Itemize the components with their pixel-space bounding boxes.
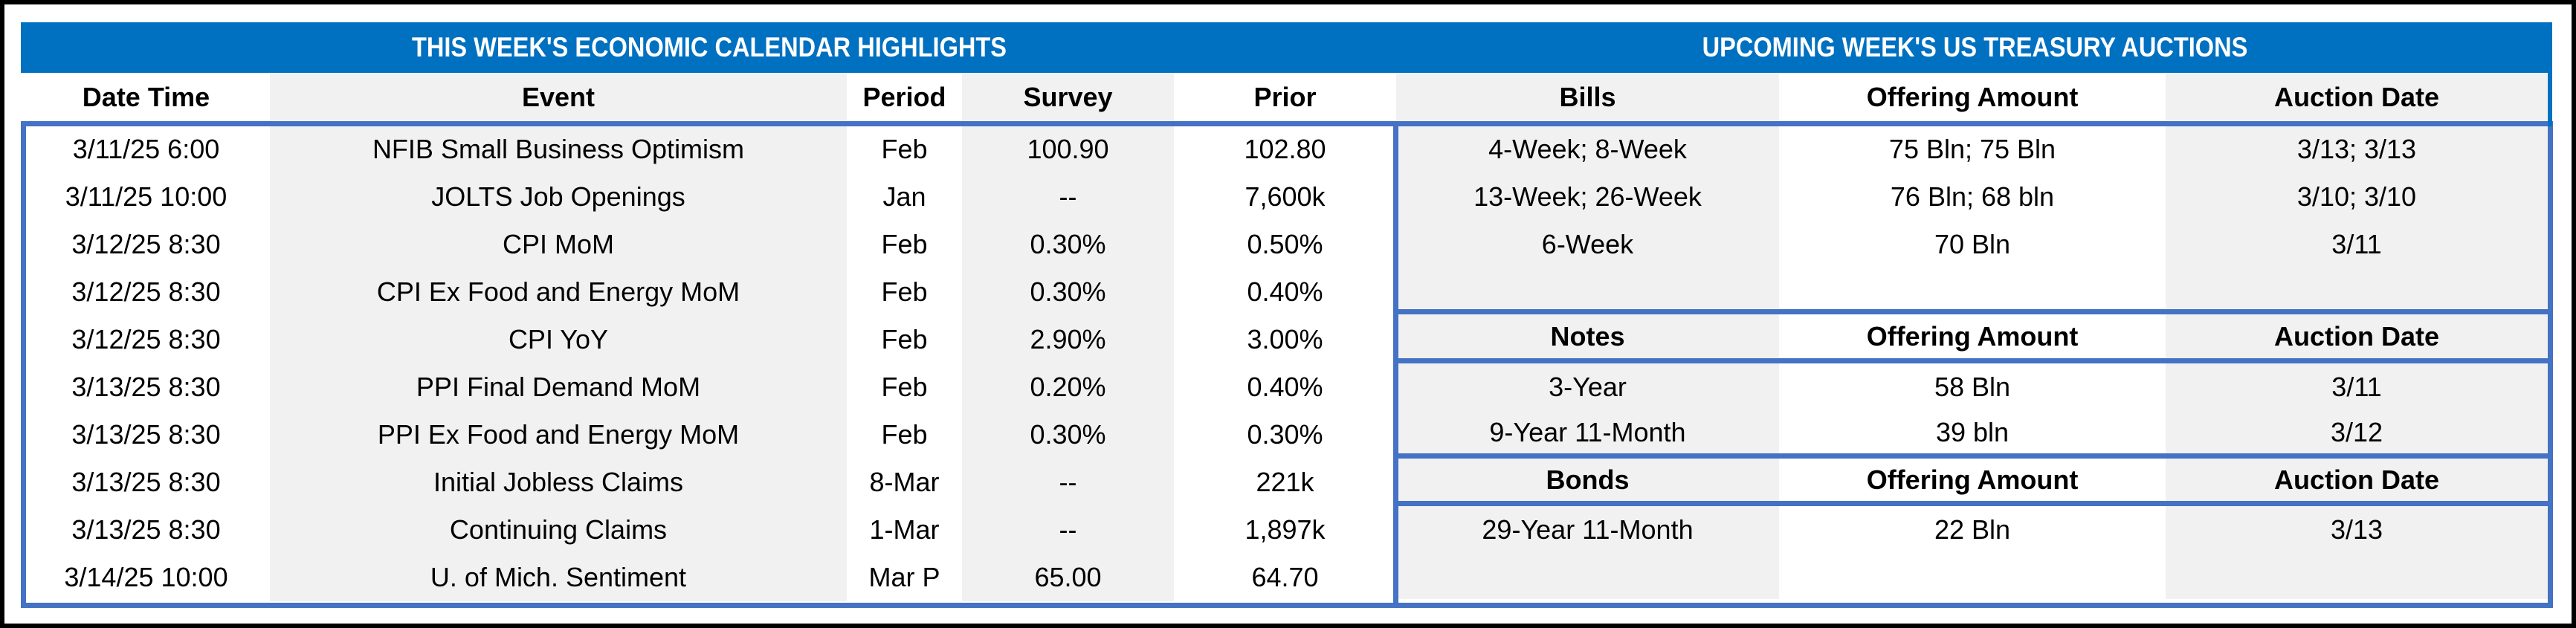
cell-auction: 3/13: [2166, 506, 2548, 554]
cell-period: Mar P: [847, 554, 962, 601]
auction-row-blank: [1396, 554, 2548, 599]
cell-auction: 3/10; 3/10: [2166, 173, 2548, 221]
treasury-auctions-title: UPCOMING WEEK'S US TREASURY AUCTIONS: [1702, 32, 2248, 62]
column-header-auction-date: Auction Date: [2166, 73, 2548, 121]
cell-period: Feb: [847, 363, 962, 411]
cell-survey: 100.90: [962, 126, 1174, 173]
cell-offering: 39 bln: [1779, 411, 2166, 453]
cell-event: NFIB Small Business Optimism: [270, 126, 847, 173]
economic-calendar-title: THIS WEEK'S ECONOMIC CALENDAR HIGHLIGHTS: [411, 32, 1007, 62]
column-header-survey: Survey: [962, 73, 1174, 121]
cell-auction: [2166, 268, 2548, 309]
cell-period: Jan: [847, 173, 962, 221]
cell-security: 13-Week; 26-Week: [1396, 173, 1779, 221]
cell-period: Feb: [847, 221, 962, 268]
cell-offering: [1779, 268, 2166, 309]
cell-date: 3/13/25 8:30: [22, 459, 270, 506]
cell-event: CPI MoM: [270, 221, 847, 268]
cell-prior: 0.40%: [1174, 268, 1396, 316]
cell-event: PPI Final Demand MoM: [270, 363, 847, 411]
cell-auction: 3/13; 3/13: [2166, 126, 2548, 173]
cell-prior: 3.00%: [1174, 316, 1396, 363]
column-header-offering-amount: Offering Amount: [1779, 459, 2166, 501]
cell-security: [1396, 268, 1779, 309]
table-bottom-line: [21, 603, 2553, 608]
cell-security: 4-Week; 8-Week: [1396, 126, 1779, 173]
cell-prior: 64.70: [1174, 554, 1396, 601]
left-table-border: [21, 126, 26, 608]
cell-event: CPI Ex Food and Energy MoM: [270, 268, 847, 316]
column-header-date-time: Date Time: [22, 73, 270, 121]
cell-event: PPI Ex Food and Energy MoM: [270, 411, 847, 459]
cell-offering: 75 Bln; 75 Bln: [1779, 126, 2166, 173]
cell-event: U. of Mich. Sentiment: [270, 554, 847, 601]
auction-row: [1396, 221, 2548, 268]
cell-survey: 65.00: [962, 554, 1174, 601]
cell-event: JOLTS Job Openings: [270, 173, 847, 221]
cell-auction: [2166, 554, 2548, 599]
cell-auction: 3/11: [2166, 221, 2548, 268]
section-divider: [1396, 501, 2548, 506]
column-header-auction-date: Auction Date: [2166, 314, 2548, 358]
cell-date: 3/11/25 10:00: [22, 173, 270, 221]
cell-security: 6-Week: [1396, 221, 1779, 268]
cell-offering: 58 Bln: [1779, 363, 2166, 411]
calendar-header-row: [22, 73, 1396, 121]
cell-security: [1396, 554, 1779, 599]
column-header-event: Event: [270, 73, 847, 121]
cell-date: 3/14/25 10:00: [22, 554, 270, 601]
cell-date: 3/13/25 8:30: [22, 411, 270, 459]
auction-row: [1396, 173, 2548, 221]
cell-prior: 102.80: [1174, 126, 1396, 173]
band-edge-strip: [2548, 73, 2552, 126]
cell-prior: 1,897k: [1174, 506, 1396, 554]
auctions-table: [1396, 126, 2548, 599]
cell-offering: 22 Bln: [1779, 506, 2166, 554]
cell-date: 3/11/25 6:00: [22, 126, 270, 173]
title-band: [21, 22, 2552, 73]
calendar-table: [22, 126, 1396, 601]
cell-event: Initial Jobless Claims: [270, 459, 847, 506]
notes-section-header: [1396, 314, 2548, 358]
section-divider: [1396, 309, 2548, 314]
cell-security: 3-Year: [1396, 363, 1779, 411]
cell-event: Continuing Claims: [270, 506, 847, 554]
cell-period: 1-Mar: [847, 506, 962, 554]
column-header-auction-date: Auction Date: [2166, 459, 2548, 501]
cell-period: Feb: [847, 268, 962, 316]
column-header-prior: Prior: [1174, 73, 1396, 121]
cell-period: Feb: [847, 411, 962, 459]
cell-period: Feb: [847, 316, 962, 363]
cell-survey: --: [962, 506, 1174, 554]
cell-survey: 0.30%: [962, 411, 1174, 459]
section-divider: [1396, 358, 2548, 363]
cell-survey: 0.30%: [962, 221, 1174, 268]
cell-survey: --: [962, 173, 1174, 221]
cell-period: Feb: [847, 126, 962, 173]
cell-prior: 7,600k: [1174, 173, 1396, 221]
section-divider: [1396, 453, 2548, 459]
cell-survey: 0.20%: [962, 363, 1174, 411]
cell-date: 3/12/25 8:30: [22, 316, 270, 363]
column-header-bonds: Bonds: [1396, 459, 1779, 501]
cell-period: 8-Mar: [847, 459, 962, 506]
column-header-period: Period: [847, 73, 962, 121]
cell-survey: 2.90%: [962, 316, 1174, 363]
bonds-section-header: [1396, 459, 2548, 501]
auctions-header-row: [1396, 73, 2548, 121]
cell-security: 9-Year 11-Month: [1396, 411, 1779, 453]
cell-offering: 76 Bln; 68 bln: [1779, 173, 2166, 221]
cell-event: CPI YoY: [270, 316, 847, 363]
column-header-offering-amount: Offering Amount: [1779, 314, 2166, 358]
cell-prior: 0.40%: [1174, 363, 1396, 411]
auction-row: [1396, 126, 2548, 173]
cell-date: 3/13/25 8:30: [22, 363, 270, 411]
cell-auction: 3/11: [2166, 363, 2548, 411]
cell-survey: --: [962, 459, 1174, 506]
cell-prior: 0.50%: [1174, 221, 1396, 268]
cell-security: 29-Year 11-Month: [1396, 506, 1779, 554]
cell-date: 3/12/25 8:30: [22, 221, 270, 268]
cell-date: 3/13/25 8:30: [22, 506, 270, 554]
cell-prior: 0.30%: [1174, 411, 1396, 459]
auction-row: [1396, 506, 2548, 554]
column-header-notes: Notes: [1396, 314, 1779, 358]
cell-prior: 221k: [1174, 459, 1396, 506]
cell-date: 3/12/25 8:30: [22, 268, 270, 316]
cell-offering: [1779, 554, 2166, 599]
auction-row: [1396, 411, 2548, 453]
column-header-bills: Bills: [1396, 73, 1779, 121]
cell-offering: 70 Bln: [1779, 221, 2166, 268]
auction-row: [1396, 363, 2548, 411]
cell-survey: 0.30%: [962, 268, 1174, 316]
column-header-offering-amount: Offering Amount: [1779, 73, 2166, 121]
cell-auction: 3/12: [2166, 411, 2548, 453]
middle-table-border: [1393, 126, 1398, 608]
auction-row-blank: [1396, 268, 2548, 309]
right-table-border: [2548, 126, 2553, 608]
header-divider-line: [21, 121, 2553, 126]
